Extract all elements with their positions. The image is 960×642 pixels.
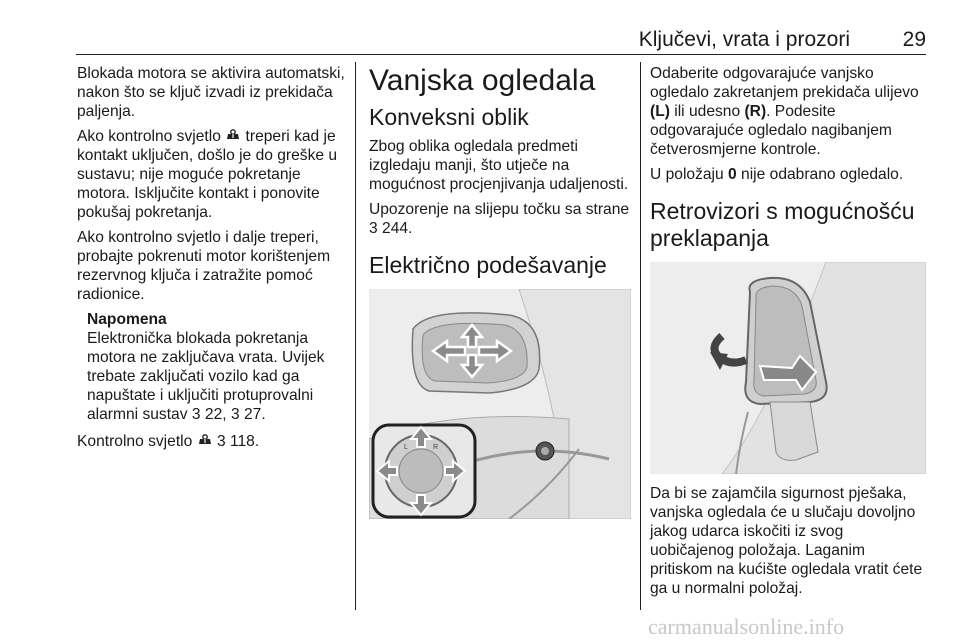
paragraph: Da bi se zajamčila sigurnost pješaka, vanjska ogledala će u slučaju dovoljno jakog udarca iskočiti iz svog uobičajenog položaja. Laganim pritiskom na kućište ogledala vratit ćete ga u normalni položaj. [650, 485, 923, 597]
subsection-title: Konveksni oblik [369, 104, 529, 130]
watermark: carmanualsonline.info [648, 614, 845, 639]
page-reference[interactable]: 118. [230, 433, 260, 450]
mirror-adjust-illustration [369, 289, 631, 519]
mirror-adjust-drawing [369, 289, 631, 519]
subsection-title: Električno podešavanje [369, 252, 607, 278]
page-reference-icon: 3 [230, 406, 240, 423]
column-2 [369, 64, 635, 529]
paragraph: Zbog oblika ogledala predmeti izgledaju manji, što utječe na mogućnost procjenjivanja udaljenosti. [369, 138, 629, 193]
note-text: Elektronička blokada pokretanja motora ne zaključava vrata. Uvijek trebate zaključati vozilo kad ga napuštate i uključiti protuprovalni alarmni sustav 3 22, 3 27. [87, 330, 325, 423]
mirror-fold-illustration [650, 262, 926, 474]
paragraph: Ako kontrolno svjetlo treperi kad je kontakt uključen, došlo je do greške u sustavu; nije moguće pokretanje motora. Isključite kontakt i ponovite pokušaj pokretanja. [77, 128, 338, 221]
column-divider [355, 62, 356, 610]
paragraph: Ako kontrolno svjetlo i dalje treperi, probajte pokrenuti motor korištenjem rezervnog ključa i zatražite pomoć radionice. [77, 229, 331, 303]
page-header-title: Ključevi, vrata i prozori [638, 28, 850, 51]
page-reference-icon: 3 [369, 220, 378, 237]
immobiliser-icon [197, 434, 213, 446]
page-reference-icon: 3 [191, 406, 201, 423]
subsection-title: Retrovizori s mogućnošću preklapanja [650, 198, 915, 251]
column-1 [77, 64, 345, 457]
note-heading: Napomena [87, 311, 167, 328]
paragraph: U položaju 0 nije odabrano ogledalo. [650, 166, 904, 183]
page-reference[interactable]: 22 [204, 406, 223, 423]
switch-position-label: R [433, 444, 439, 451]
paragraph: Odaberite odgovarajuće vanjsko ogledalo zakretanjem prekidača ulijevo (L) ili udesno (R). Podesite odgovarajuće ogledalo nagibanjem četverosmjerne kontrole. [650, 65, 919, 158]
page-reference[interactable]: 244. [382, 220, 413, 237]
column-3 [650, 64, 926, 604]
paragraph: Blokada motora se aktivira automatski, nakon što se ključ izvadi iz prekidača paljenja. [77, 65, 345, 120]
column-divider [640, 62, 641, 610]
section-title: Vanjska ogledala [369, 64, 596, 97]
page-reference-icon: 3 [216, 433, 226, 450]
page-number: 29 [902, 28, 926, 51]
switch-position-label: L [404, 444, 408, 451]
paragraph: Upozorenje na slijepu točku sa strane 3 244. [369, 201, 630, 237]
paragraph: Kontrolno svjetlo 3 118. [77, 433, 260, 450]
mirror-fold-drawing [650, 262, 926, 474]
note-box [87, 310, 345, 424]
immobiliser-icon [225, 129, 241, 141]
header-rule [76, 54, 926, 55]
page-reference[interactable]: 27. [243, 406, 266, 423]
